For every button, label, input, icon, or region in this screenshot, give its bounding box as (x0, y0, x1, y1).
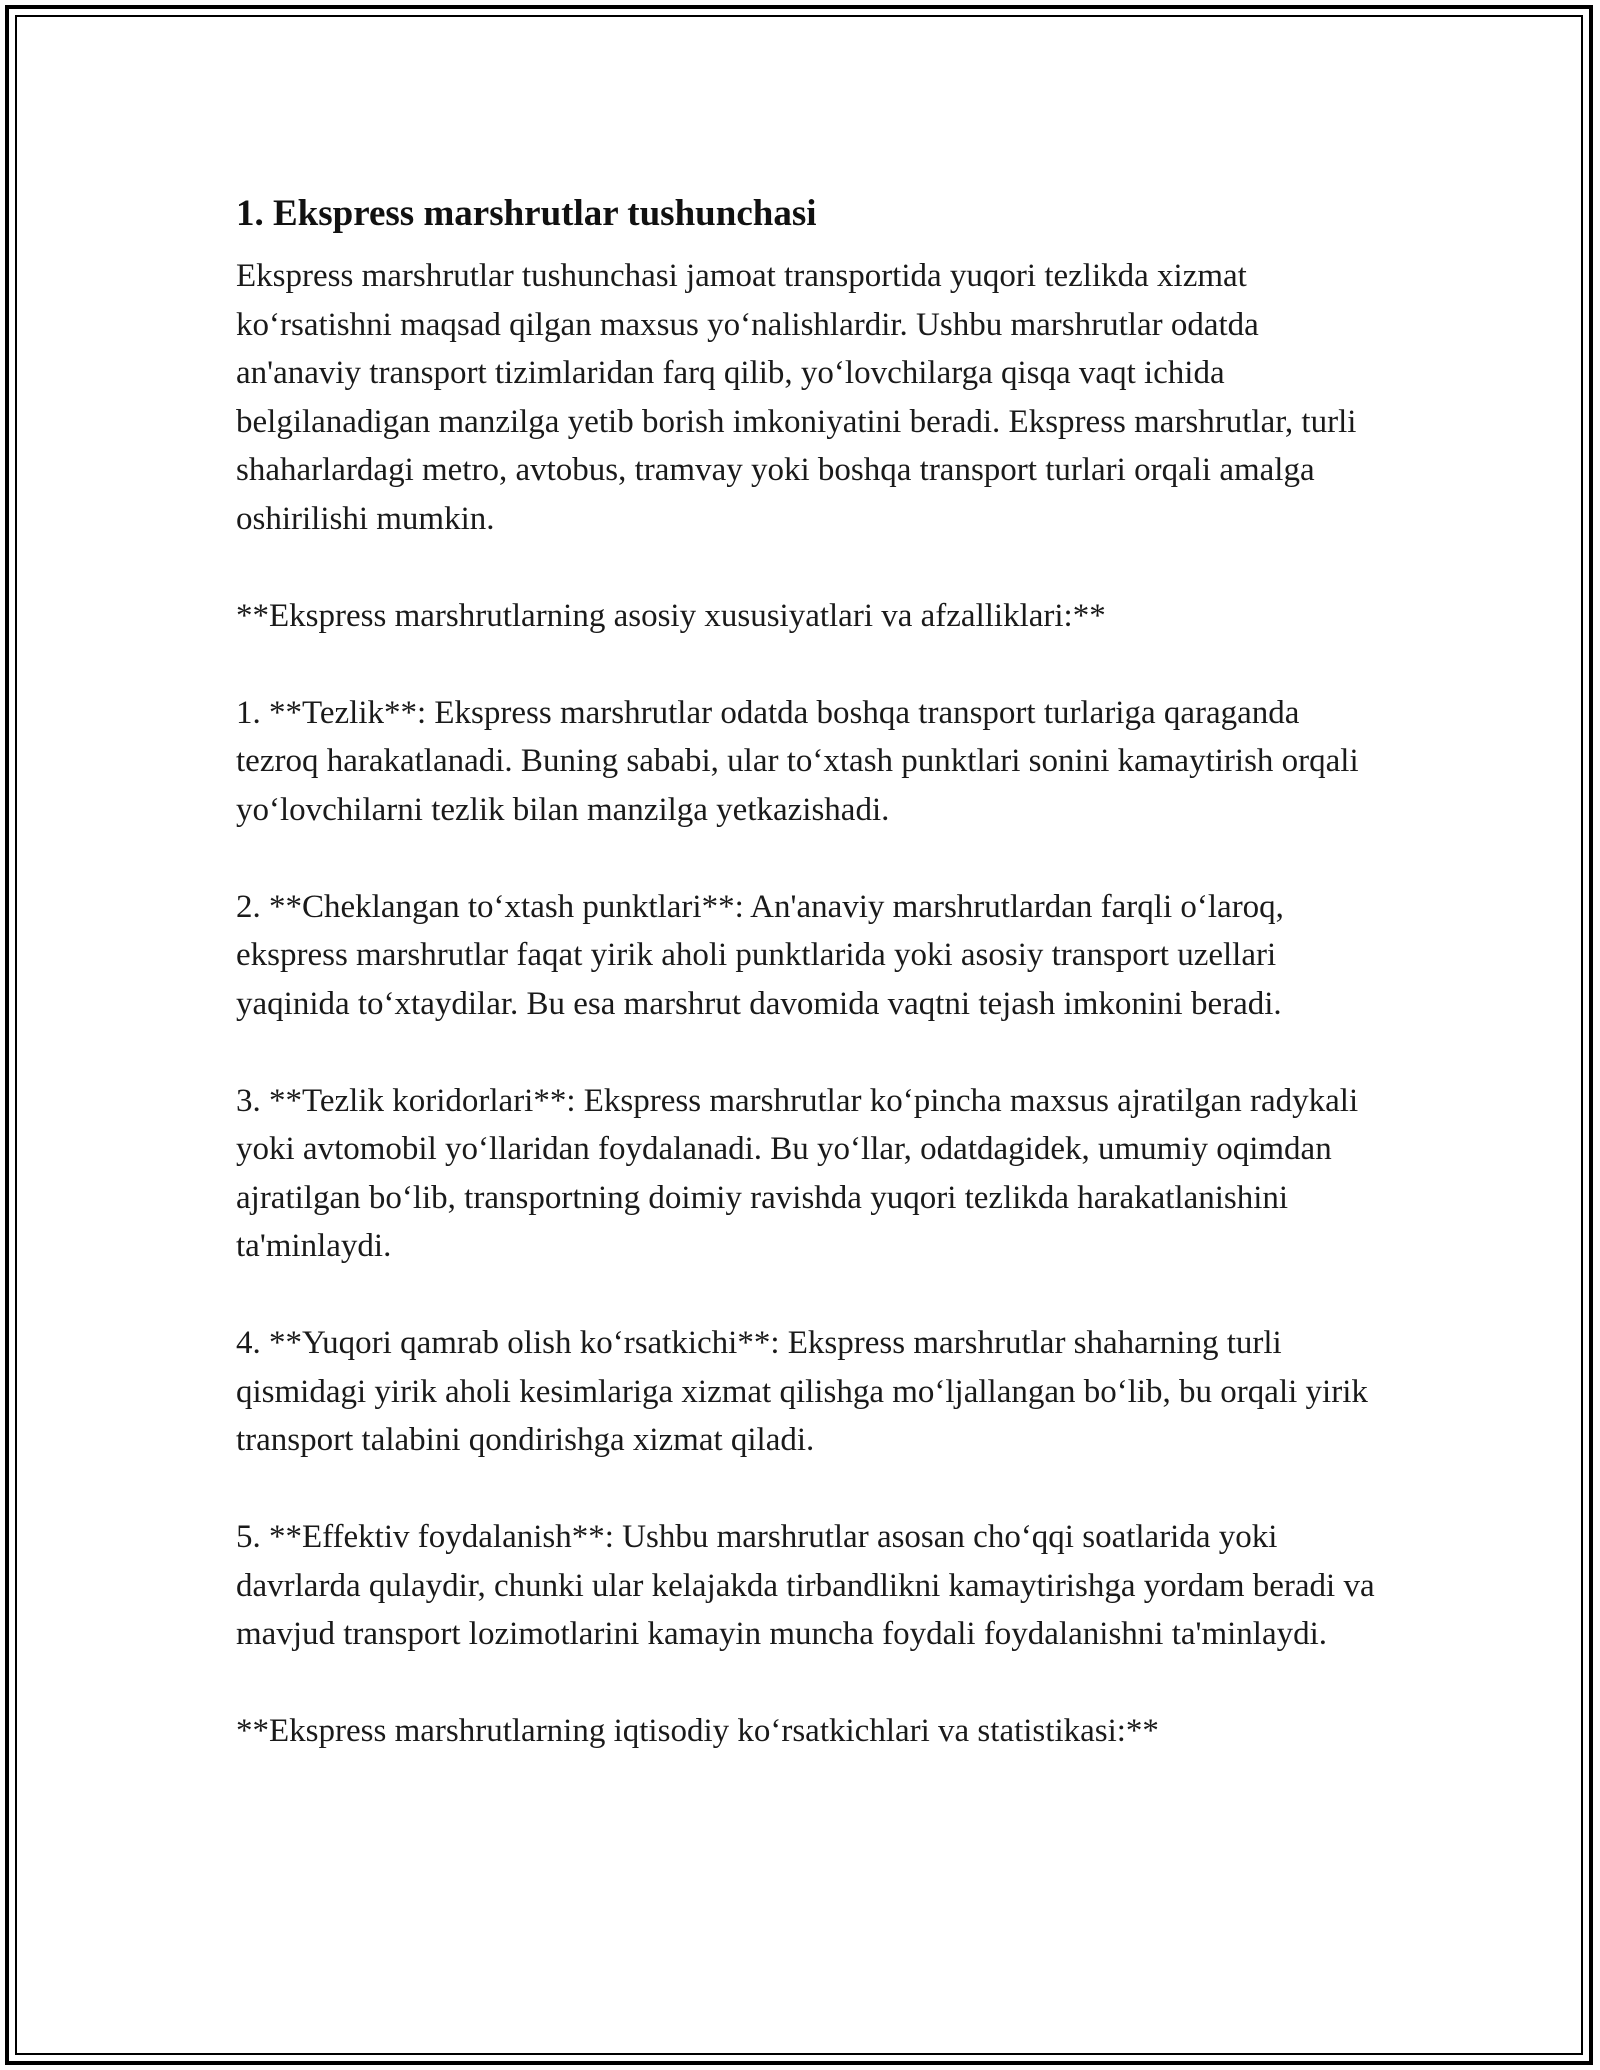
list-item-coverage: 4. **Yuqori qamrab olish ko‘rsatkichi**: Ekspress marshrutlar shaharning turli qismidagi yirik aholi kesimlariga xizmat qilishga mo‘ljallangan bo‘lib, bu orqali yirik transport talabini qondirishga xizmat qiladi. (236, 1325, 1368, 1458)
features-subheading: **Ekspress marshrutlarning asosiy xususiyatlari va afzalliklari:** (236, 597, 1106, 634)
document-body (236, 178, 1386, 1756)
list-item-efficient-use: 5. **Effektiv foydalanish**: Ushbu marshrutlar asosan cho‘qqi soatlarida yoki davrlarda qulaydir, chunki ular kelajakda tirbandlikni kamaytirishga yordam beradi va mavjud transport lozimotlarini kamayin muncha foydali foydalanishni ta'minlaydi. (236, 1519, 1375, 1652)
list-item-speed: 1. **Tezlik**: Ekspress marshrutlar odatda boshqa transport turlariga qaraganda tezroq harakatlanadi. Buning sababi, ular to‘xtash punktlari sonini kamaytirish orqali yo‘lovchilarni tezlik bilan manzilga yetkazishadi. (236, 694, 1359, 828)
intro-paragraph: Ekspress marshrutlar tushunchasi jamoat transportida yuqori tezlikda xizmat ko‘rsatishni maqsad qilgan maxsus yo‘nalishlardir. Ushbu marshrutlar odatda an'anaviy transport tizimlaridan farq qilib, yo‘lovchilarga qisqa vaqt ichida belgilanadigan manzilga yetib borish imkoniyatini beradi. Ekspress marshrutlar, turli shaharlardagi metro, avtobus, tramvay yoki boshqa transport turlari orqali amalga oshirilishi mumkin. (236, 258, 1357, 537)
list-item-speed-corridors: 3. **Tezlik koridorlari**: Ekspress marshrutlar ko‘pincha maxsus ajratilgan radykali yoki avtomobil yo‘llaridan foydalanadi. Bu yo‘llar, odatdagidek, umumiy oqimdan ajratilgan bo‘lib, transportning doimiy ravishda yuqori tezlikda harakatlanishini ta'minlaydi. (236, 1082, 1359, 1264)
section-heading: 1. Ekspress marshrutlar tushunchasi (236, 193, 817, 234)
list-item-limited-stops: 2. **Cheklangan to‘xtash punktlari**: An'anaviy marshrutlardan farqli o‘laroq, ekspress marshrutlar faqat yirik aholi punktlarida yoki asosiy transport uzellari yaqinida to‘xtaydilar. Bu esa marshrut davomida vaqtni tejash imkonini beradi. (236, 888, 1284, 1022)
economics-subheading: **Ekspress marshrutlarning iqtisodiy ko‘rsatkichlari va statistikasi:** (236, 1713, 1159, 1749)
